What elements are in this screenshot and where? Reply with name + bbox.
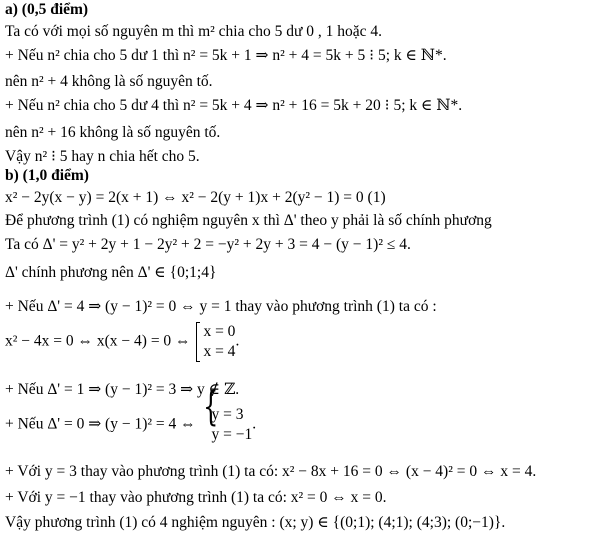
text-line: Ta có với mọi số nguyên m thì m² chia cho 5 dư 0 , 1 hoặc 4.: [5, 23, 383, 40]
part-b-heading: b) (1,0 điểm): [5, 167, 89, 184]
text-line: nên n² + 16 không là số nguyên tố.: [5, 124, 221, 141]
text-line: Vậy n² ⁝ 5 hay n chia hết cho 5.: [5, 148, 200, 165]
part-a-heading: a) (0,5 điểm): [5, 1, 89, 18]
case-y-tail: .: [252, 415, 257, 433]
case-x-bracket: [196, 322, 235, 362]
case-x-1: x = 0: [203, 323, 236, 340]
equation-line: x² − 2y(x − y) = 2(x + 1) ⇔ x² − 2(y + 1)x + 2(y² − 1) = 0 (1): [5, 189, 386, 206]
case-y-lead: + Nếu Δ' = 0 ⇒ (y − 1)² = 4 ⇔: [5, 415, 196, 433]
conclusion-line: Vậy phương trình (1) có 4 nghiệm nguyên : (x; y) ∈ {(0;1); (4;1); (4;3); (0;−1)}.: [5, 514, 506, 531]
case-y-2: y = −1: [211, 426, 253, 443]
case-y-1: { y = 3: [211, 406, 244, 423]
text-line: nên n² + 4 không là số nguyên tố.: [5, 73, 213, 90]
text-line: + Nếu Δ' = 1 ⇒ (y − 1)² = 3 ⇒ y ∉ ℤ.: [5, 381, 240, 398]
case-x-tail: .: [235, 332, 240, 350]
equation-line: Ta có Δ' = y² + 2y + 1 − 2y² + 2 = −y² + 2y + 3 = 4 − (y − 1)² ≤ 4.: [5, 236, 411, 253]
text-line: + Với y = 3 thay vào phương trình (1) ta có: x² − 8x + 16 = 0 ⇔ (x − 4)² = 0 ⇔ x = 4.: [5, 463, 537, 480]
text-line: Δ' chính phương nên Δ' ∈ {0;1;4}: [5, 264, 217, 281]
case-x-2: x = 4: [203, 343, 236, 360]
case-x-row: [5, 322, 239, 362]
case-y-brace: [200, 405, 253, 445]
case-y-row: [5, 405, 256, 445]
text-line: + Nếu n² chia cho 5 dư 1 thì n² = 5k + 1 ⇒ n² + 4 = 5k + 5 ⁝ 5; k ∈ ℕ*.: [5, 47, 447, 64]
text-line: + Với y = −1 thay vào phương trình (1) ta có: x² = 0 ⇔ x = 0.: [5, 489, 387, 506]
text-line: + Nếu Δ' = 4 ⇒ (y − 1)² = 0 ⇔ y = 1 thay vào phương trình (1) ta có :: [5, 298, 437, 315]
text-line: + Nếu n² chia cho 5 dư 4 thì n² = 5k + 4 ⇒ n² + 16 = 5k + 20 ⁝ 5; k ∈ ℕ*.: [5, 97, 463, 114]
text-line: Để phương trình (1) có nghiệm nguyên x thì Δ' theo y phải là số chính phương: [5, 212, 492, 229]
case-x-lead: x² − 4x = 0 ⇔ x(x − 4) = 0 ⇔: [5, 332, 191, 350]
